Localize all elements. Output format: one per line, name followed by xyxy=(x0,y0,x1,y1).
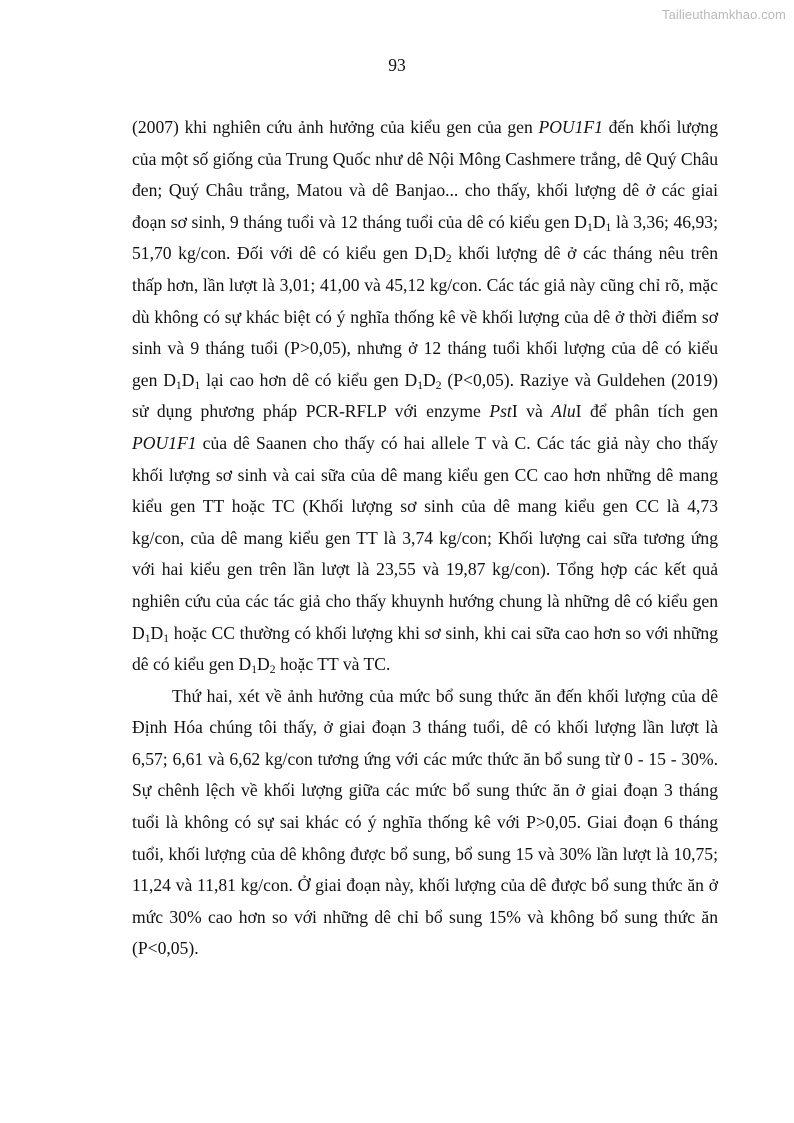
subscript: 1 xyxy=(587,220,593,234)
text-run: (2007) khi nghiên cứu ảnh hưởng của kiểu gen của gen xyxy=(132,117,539,137)
subscript: 1 xyxy=(251,662,258,676)
subscript: 1 xyxy=(417,378,424,392)
text-run: D xyxy=(423,369,436,390)
text-run: là 3,36; 46,93; 51,70 kg/con. Đối với dê có kiểu gen D xyxy=(132,211,718,264)
text-run: đến khối lượng của một số giống của Trung Quốc như dê Nội Mông Cashmere trắng, dê Quý Châu đen; Quý Châu trắng, Matou và dê Banjao... cho thấy, khối lượng dê ở các giai đoạn sơ sinh, 9 tháng tuổi và 12 tháng tuổi của dê có kiểu gen D xyxy=(132,117,718,232)
paragraph-1 xyxy=(132,112,718,681)
subscript: 2 xyxy=(445,252,452,266)
text-run: khối lượng dê ở các tháng nêu trên thấp hơn, lần lượt là 3,01; 41,00 và 45,12 kg/con. Các tác giả này cũng chỉ rõ, mặc dù không có sự khác biệt có ý nghĩa thống kê về khối lượng của dê ở thời điểm sơ sinh và 9 tháng tuổi (P>0,05), nhưng ở 12 tháng tuổi khối lượng của dê có kiểu gen D xyxy=(132,243,719,390)
body-text xyxy=(132,112,718,965)
text-run: D xyxy=(257,654,270,675)
text-run: D xyxy=(150,622,164,643)
text-run: (P<0,05). Raziye và Guldehen (2019) sử dụng phương pháp PCR-RFLP với enzyme xyxy=(132,369,718,422)
subscript: 1 xyxy=(194,378,201,392)
text-run: I để phân tích gen xyxy=(575,401,719,422)
text-run: hoặc CC thường có khối lượng khi sơ sinh, khi cai sữa cao hơn so với những dê có kiểu gen D xyxy=(132,622,718,675)
italic-term: Alu xyxy=(551,401,576,422)
italic-term: POU1F1 xyxy=(132,432,197,453)
italic-term: Pst xyxy=(489,401,512,422)
subscript: 2 xyxy=(269,662,276,676)
page-number: 93 xyxy=(388,55,406,75)
text-run: hoặc TT và TC. xyxy=(275,654,391,675)
subscript: 2 xyxy=(435,378,442,392)
text-run: I và xyxy=(511,401,552,422)
text-run: D xyxy=(433,243,446,264)
subscript: 1 xyxy=(427,252,434,266)
subscript: 1 xyxy=(144,631,151,645)
text-run: của dê Saanen cho thấy có hai allele T và C. Các tác giả này cho thấy khối lượng sơ sinh và cai sữa của dê mang kiểu gen CC cao hơn những dê mang kiểu gen TT hoặc TC (Khối lượng sơ sinh của dê mang kiểu gen CC là 4,73 kg/con, của dê mang kiểu gen TT là 3,74 kg/con; Khối lượng cai sữa tương ứng với hai kiểu gen trên lần lượt là 23,55 và 19,87 kg/con). Tổng hợp các kết quả nghiên cứu của các tác giả cho thấy khuynh hướng chung là những dê có kiểu gen D xyxy=(132,432,718,643)
text-run: lại cao hơn dê có kiểu gen D xyxy=(200,369,418,390)
italic-term: POU1F1 xyxy=(538,117,603,137)
text-run: D xyxy=(181,369,195,390)
watermark-text: Tailieuthamkhao.com xyxy=(661,7,786,22)
text-run: D xyxy=(592,211,606,232)
subscript: 1 xyxy=(605,220,612,234)
text-run: Thứ hai, xét về ảnh hưởng của mức bổ sung thức ăn đến khối lượng của dê Định Hóa chúng tôi thấy, ở giai đoạn 3 tháng tuổi, dê có khối lượng lần lượt là 6,57; 6,61 và 6,62 kg/con tương ứng với các mức thức ăn bổ sung từ 0 - 15 - 30%. Sự chênh lệch về khối lượng giữa các mức bổ sung thức ăn ở giai đoạn 3 tháng tuổi là không có sự sai khác có ý nghĩa thống kê với P>0,05. Giai đoạn 6 tháng tuổi, khối lượng của dê không được bổ sung, bổ sung 15 và 30% lần lượt là 10,75; 11,24 và 11,81 kg/con. Ở giai đoạn này, khối lượng của dê được bổ sung thức ăn ở mức 30% cao hơn so với những dê chỉ bổ sung 15% và không bổ sung thức ăn (P<0,05). xyxy=(132,685,718,959)
paragraph-2 xyxy=(132,681,718,965)
subscript: 1 xyxy=(163,631,170,645)
subscript: 1 xyxy=(175,378,182,392)
